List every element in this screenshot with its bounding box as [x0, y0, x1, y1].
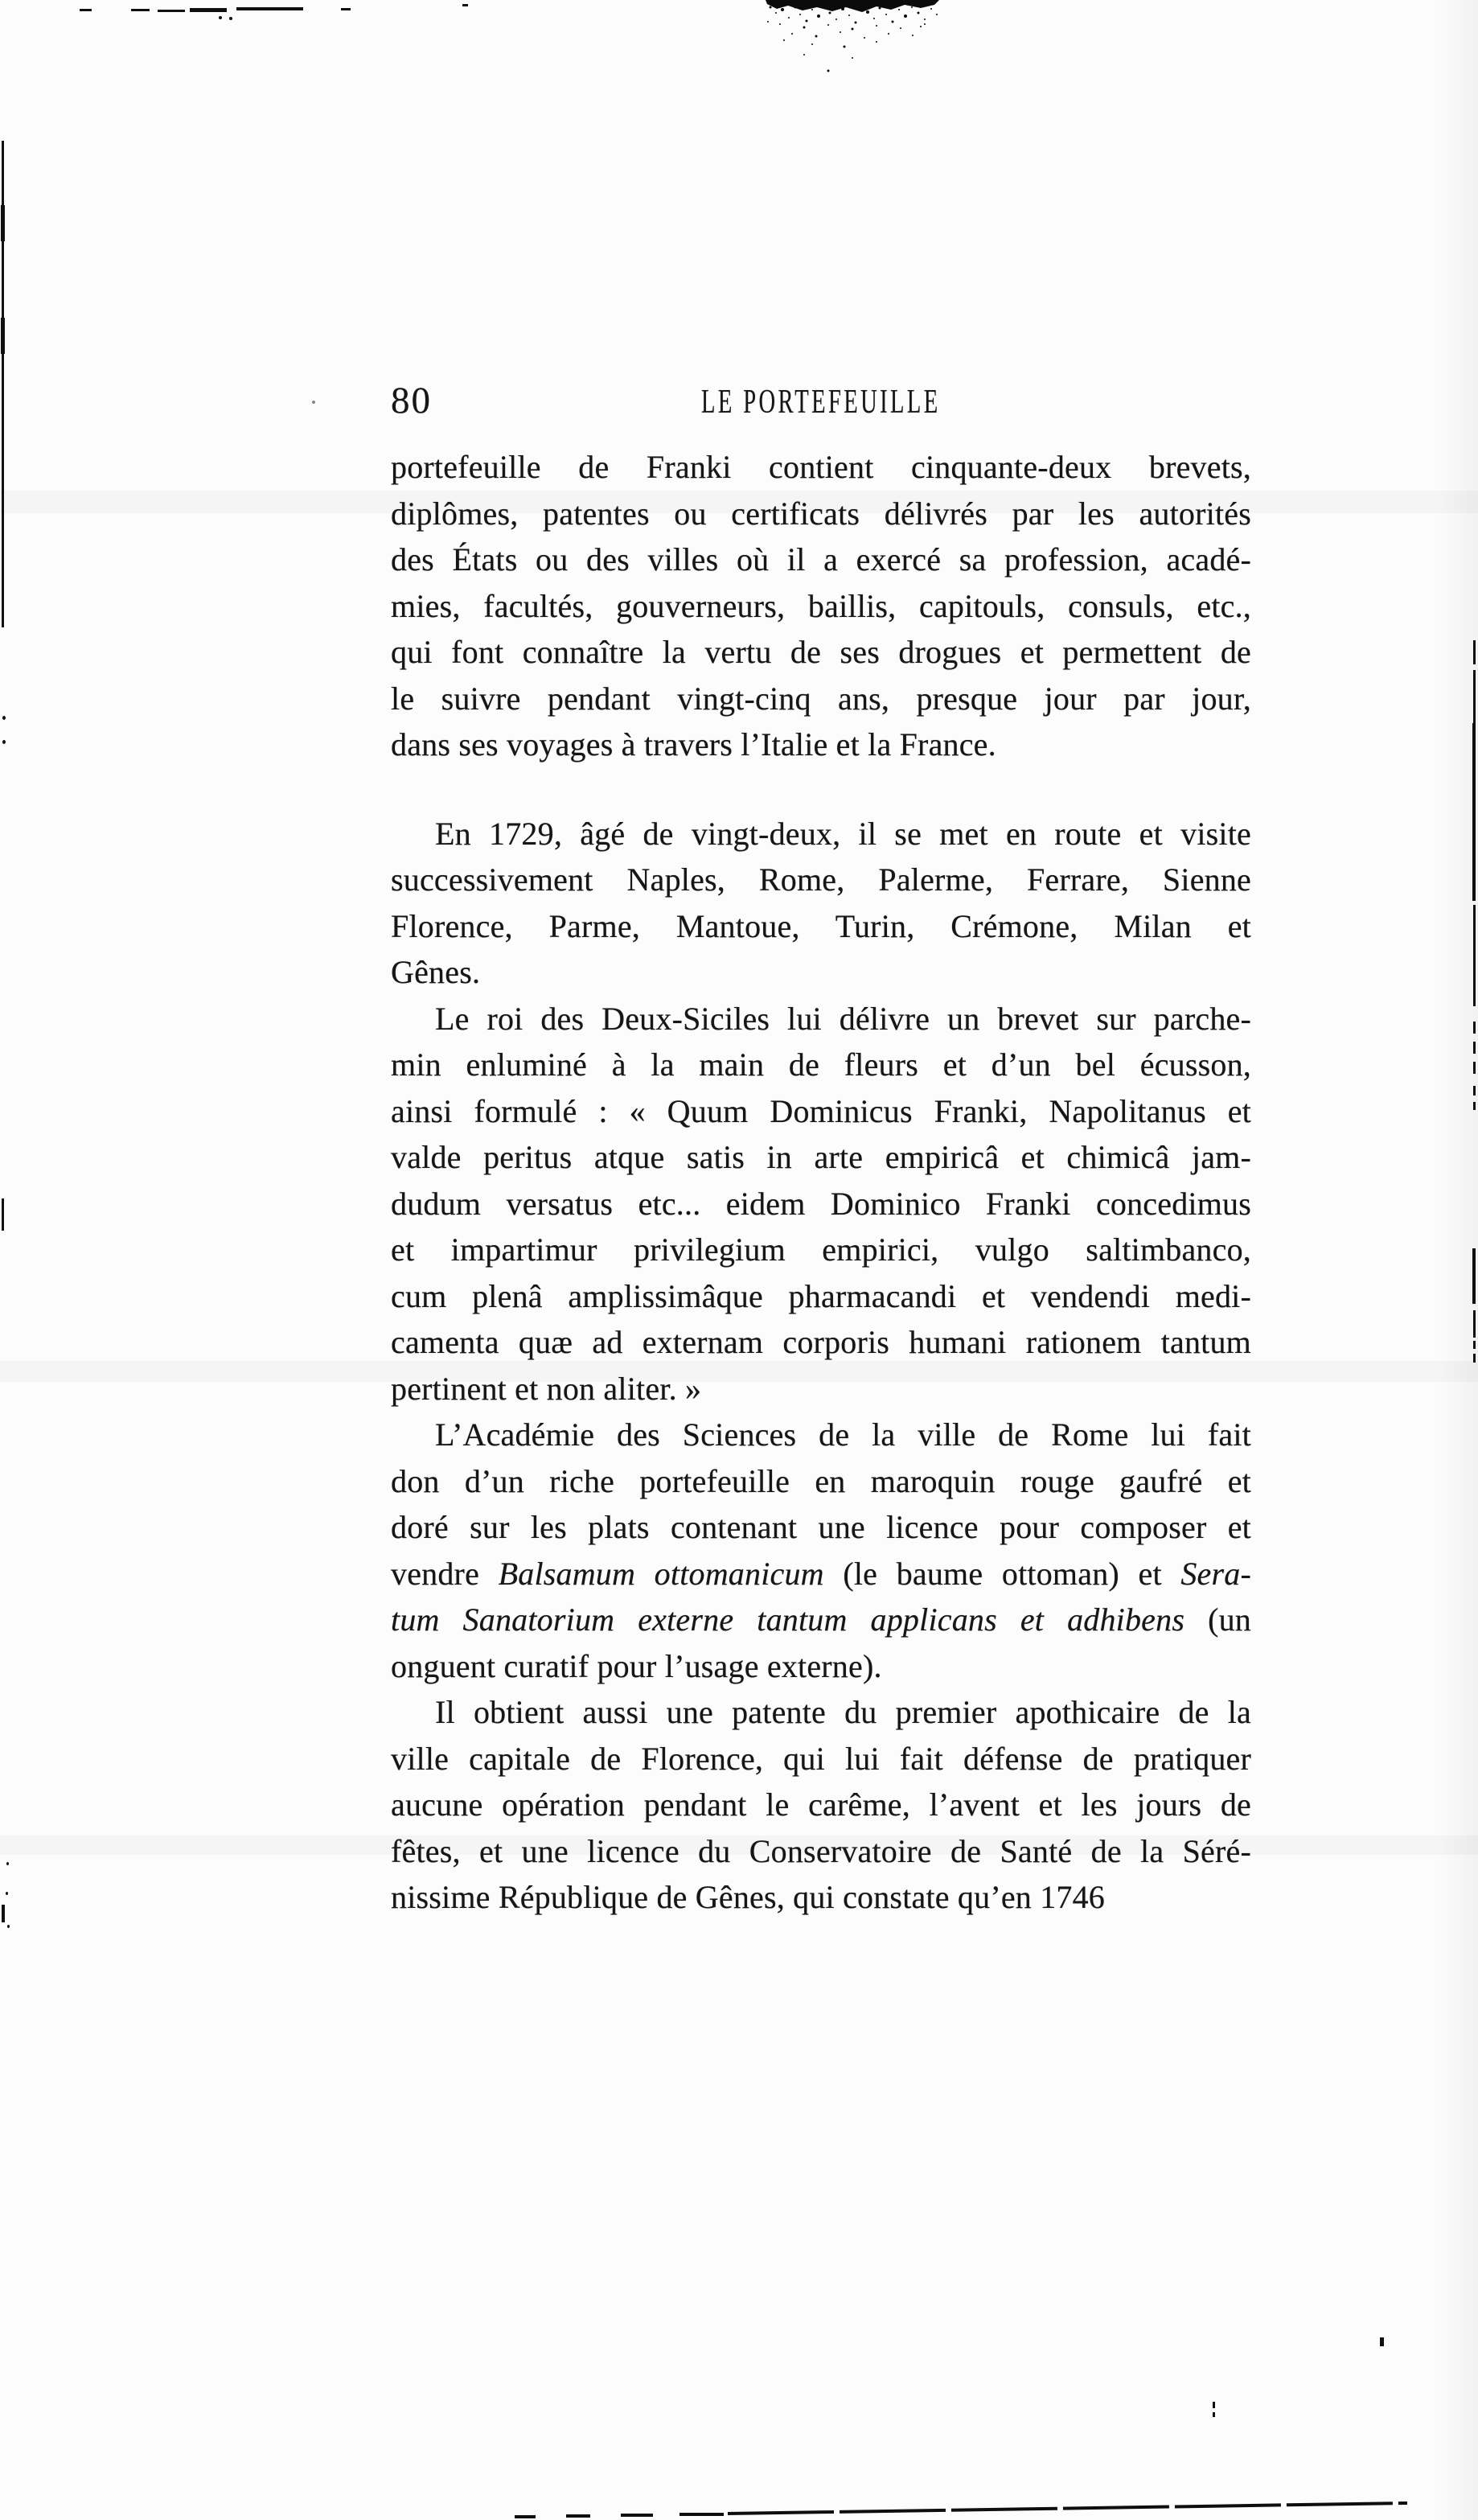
scan-speck	[1213, 2402, 1215, 2408]
text-segment: Il obtient aussi une patente du premier apothicaire de la	[435, 1694, 1251, 1730]
text-line	[391, 1366, 1251, 1412]
text-segment: onguent curatif pour l’usage externe).	[391, 1647, 882, 1684]
margin-mark-left	[2, 1905, 5, 1922]
page-edge-shading	[1436, 0, 1478, 2520]
text-line	[391, 996, 1251, 1042]
text-line	[391, 1042, 1251, 1088]
text-segment: dudum versatus etc... eidem Dominico Franki concedimus	[391, 1185, 1251, 1222]
text-line	[391, 536, 1251, 583]
text-segment: qui font connaître la vertu de ses drogues et permettent de	[391, 634, 1251, 670]
text-line	[391, 1643, 1251, 1690]
text-segment: successivement Naples, Rome, Palerme, Ferrare, Sienne	[391, 861, 1251, 898]
text-segment: Florence, Parme, Mantoue, Turin, Crémone, Milan et	[391, 907, 1251, 944]
text-segment: valde peritus atque satis in arte empiricâ et chimicâ jam-	[391, 1139, 1251, 1175]
text-line	[391, 444, 1251, 491]
text-segment: doré sur les plats contenant une licence pour composer et	[391, 1509, 1251, 1545]
text-line	[391, 1504, 1251, 1551]
text-segment: ville capitale de Florence, qui lui fait défense de pratiquer	[391, 1740, 1251, 1777]
text-line	[391, 491, 1251, 537]
text-segment: cum plenâ amplissimâque pharmacandi et vendendi medi-	[391, 1277, 1251, 1314]
text-segment: En 1729, âgé de vingt-deux, il se met en route et visite	[435, 815, 1251, 852]
text-segment: vendre	[391, 1555, 499, 1592]
scan-dash	[341, 8, 351, 10]
text-line	[391, 1828, 1251, 1875]
text-segment: portefeuille de Franki contient cinquante-deux brevets,	[391, 449, 1251, 485]
text-line	[391, 1458, 1251, 1505]
scan-speck	[6, 1862, 9, 1865]
text-line	[391, 903, 1251, 950]
text-line	[391, 1874, 1251, 1921]
bottom-scan-line	[482, 2492, 1431, 2520]
text-segment: Le roi des Deux-Siciles lui délivre un brevet sur parche-	[435, 1000, 1251, 1037]
text-line	[391, 583, 1251, 630]
italic-text-segment: Balsamum ottomanicum	[498, 1555, 844, 1592]
text-line	[391, 629, 1251, 676]
scan-dash	[190, 8, 227, 12]
text-segment: min enluminé à la main de fleurs et d’un bel écusson,	[391, 1046, 1251, 1083]
scan-speck	[1213, 2412, 1215, 2417]
text-line	[391, 1736, 1251, 1782]
page-edge-line-left	[1, 318, 5, 354]
text-line	[391, 1782, 1251, 1828]
text-line	[391, 1551, 1251, 1597]
text-segment: don d’un riche portefeuille en maroquin rouge gaufré et	[391, 1462, 1251, 1499]
text-segment: camenta quæ ad externam corporis humani rationem tantum	[391, 1324, 1251, 1360]
text-line	[391, 1319, 1251, 1366]
scan-speck	[6, 1892, 8, 1895]
running-header	[391, 380, 1251, 421]
text-line	[391, 1412, 1251, 1458]
text-line	[391, 1181, 1251, 1227]
text-line	[391, 1597, 1251, 1643]
text-block	[391, 444, 1251, 1921]
text-line	[391, 811, 1251, 857]
text-line	[391, 949, 1251, 996]
text-segment: mies, facultés, gouverneurs, baillis, capitouls, consuls, etc.,	[391, 587, 1251, 624]
text-line	[391, 1227, 1251, 1273]
scan-speck	[1380, 2337, 1384, 2346]
text-line	[391, 1689, 1251, 1736]
page-edge-line-left	[2, 141, 4, 627]
text-line	[391, 1088, 1251, 1135]
text-segment: aucune opération pendant le carême, l’avent et les jours de	[391, 1786, 1251, 1823]
scan-speck	[2, 716, 6, 720]
running-title-wrap	[391, 384, 1251, 421]
text-segment: et impartimur privilegium empirici, vulgo saltimbanco,	[391, 1231, 1251, 1268]
text-line	[391, 1273, 1251, 1320]
text-line	[391, 857, 1251, 903]
text-segment: Gênes.	[391, 954, 481, 990]
scan-dash	[80, 9, 92, 11]
text-segment: ainsi formulé : « Quum Dominicus Franki, Napolitanus et	[391, 1092, 1251, 1129]
scan-dash	[131, 9, 150, 11]
text-segment: (un	[1208, 1601, 1251, 1638]
text-line	[391, 1134, 1251, 1181]
text-segment: dans ses voyages à travers l’Italie et la France.	[391, 726, 996, 763]
page-number: 80	[391, 380, 432, 421]
scan-speck	[7, 1925, 10, 1928]
scan-speck	[229, 17, 232, 20]
running-title: LE PORTEFEUILLE	[701, 384, 941, 421]
text-segment: diplômes, patentes ou certificats délivrés par les autorités	[391, 495, 1251, 532]
text-segment: le suivre pendant vingt-cinq ans, presque jour par jour,	[391, 680, 1251, 717]
text-line	[391, 676, 1251, 722]
page-edge-line-left	[2, 1198, 4, 1231]
scan-speck	[462, 4, 468, 6]
scan-speck	[312, 401, 315, 404]
text-segment: nissime République de Gênes, qui constate qu’en 1746	[391, 1879, 1105, 1915]
text-segment: des États ou des villes où il a exercé sa profession, acadé-	[391, 541, 1251, 578]
scan-dash	[236, 7, 303, 10]
italic-text-segment: tum Sanatorium externe tantum applicans et adhibens	[391, 1601, 1209, 1638]
text-line	[391, 721, 1251, 768]
scan-dash	[158, 10, 185, 12]
text-segment: pertinent et non aliter. »	[391, 1370, 702, 1407]
text-segment: L’Académie des Sciences de la ville de Rome lui fait	[435, 1416, 1251, 1453]
text-segment: (le baume ottoman) et	[843, 1555, 1181, 1592]
text-segment: fêtes, et une licence du Conservatoire de Santé de la Séré-	[391, 1832, 1251, 1869]
page-edge-line-left	[1, 205, 5, 241]
italic-text-segment: Sera-	[1180, 1555, 1251, 1592]
scan-speck	[2, 740, 6, 744]
ink-blot	[756, 0, 949, 80]
scan-speck	[219, 16, 222, 19]
